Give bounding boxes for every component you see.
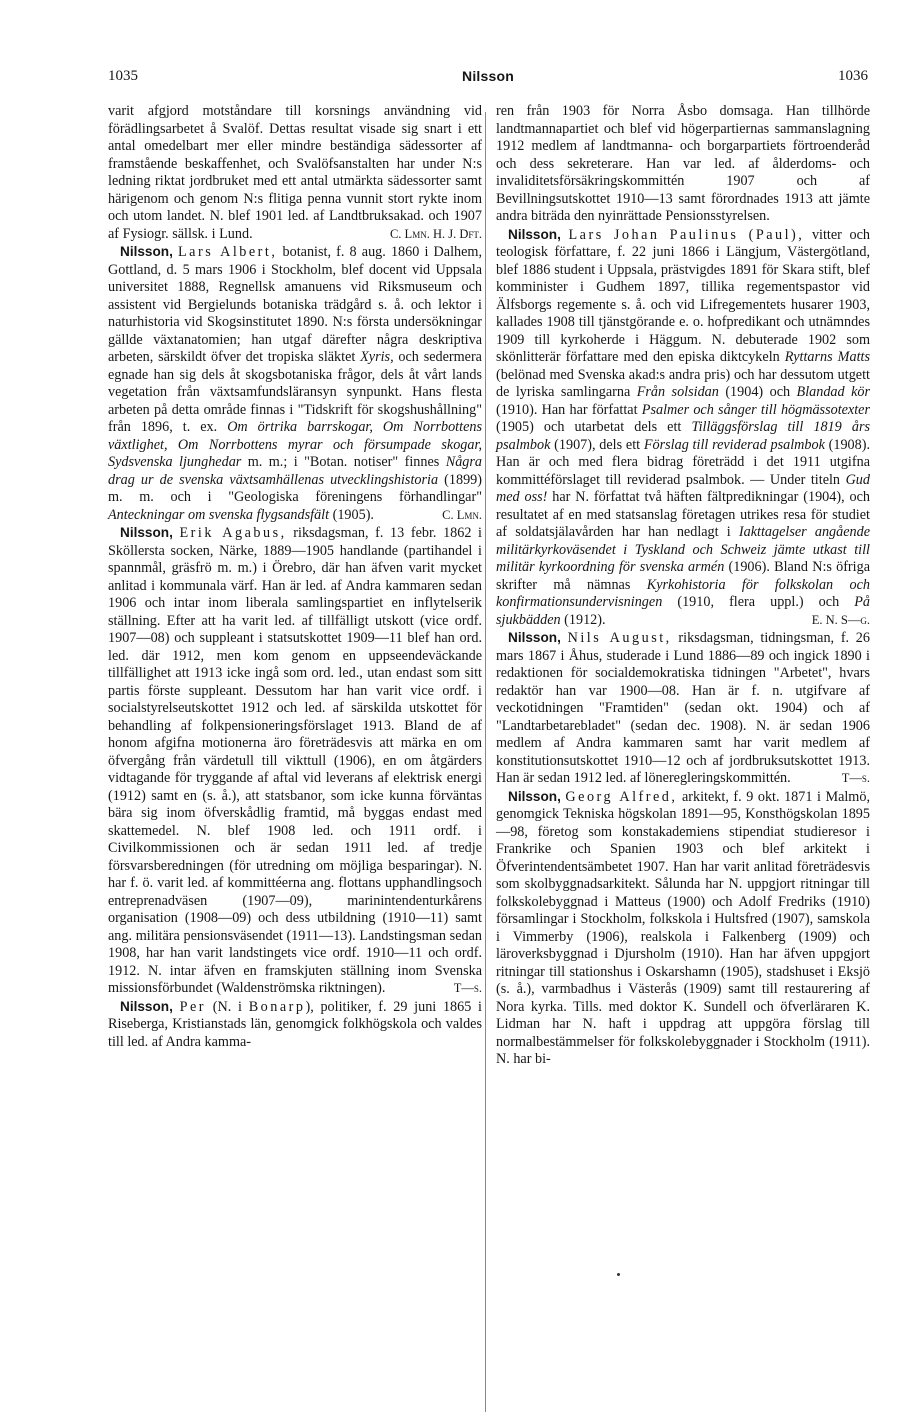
print-speck bbox=[617, 1273, 620, 1276]
entry-given-names: Per bbox=[179, 998, 207, 1015]
entry-paul-nilsson: Nilsson, Lars Johan Paulinus (Paul), vitter och teologisk författare, f. 22 juni 1866 i Längjum, Västergötland, blef 1886 student i Uppsala, prästvigdes 1891 för Skara stift, blef komminister i Gudhem 1897, tillika regementspastor vid Älfsborgs regemente s. å. och vid Lifregementets husarer 1903, kallades 1908 till tjänstgörande e. o. hofpredikant och utnämndes 1909 till kyrkoherde i Häggum. N. debuterade 1902 som skönlitterär författare med den episka diktcykeln Ryttarns Matts (belönad med Svenska akad:s andra pris) och har dessutom utgett de lyriska samlingarna Från solsidan (1904) och Blandad kör (1910). Han har författat Psalmer och sånger till högmässotexter (1905) och utarbetat dels ett Tilläggsförslag till 1819 års psalmbok (1907), dels ett Förslag till reviderad psalmbok (1908). Han är och med flera bidrag företrädd i det 1911 utgifna kommittéförslaget till reviderad psalmbok. — Under titeln Gud med oss! har N. författat två häften fältpredikningar (1904), och resultatet af en med statsanslag företagen utrikes resa för studiet af soldatsjälavården har han nedlagt i Iakttagelser angående militärkyrkoväsendet i Tyskland och Schweiz jämte utkast till militär kyrkoordning för svenska armén (1906). Bland N:s öfriga skrifter må nämnas Kyrkohistoria för folkskolan och konfirmationsundervisningen (1910, flera uppl.) och På sjukbädden (1912). E. N. S—g. bbox=[496, 226, 871, 628]
running-headword: Nilsson bbox=[462, 68, 514, 84]
author-signature: T—s. bbox=[453, 981, 482, 995]
entry-per-nilsson: Nilsson, Per (N. i Bonarp), politiker, f. 29 juni 1865 i Riseberga, Kristianstads län, genomgick folkhögskola och valdes till led. af Andra kamma- bbox=[108, 998, 483, 1050]
right-column bbox=[496, 103, 870, 1069]
entry-given-names: Lars Johan Paulinus (Paul), bbox=[568, 226, 805, 243]
author-signature: T—s. bbox=[841, 771, 870, 785]
column-divider bbox=[485, 112, 486, 1412]
entry-given-names: Erik Agabus, bbox=[179, 525, 287, 541]
entry-erik-agabus-nilsson: Nilsson, Erik Agabus, riksdagsman, f. 13 febr. 1862 i Sköllersta socken, Närke, 1889—1905 handlande (partihandel i spannmål, gräsfrö m. m.) i Örebro, där han äfven varit mycket anlitad i kommunala värf. Han är led. af Andra kammaren sedan 1906 och intar inom liberala samlingspartiet en inflytelserik ställning. Efter att ha varit led. af tillfälligt utskott (vice ordf. 1907—08) och suppleant i statsutskottet 1909—11 blef han ord. led. där 1912, men kom genom en uppseendeväckande tillfällighet att 1913 icke ingå som ord. led., utan endast som sitt partis förste suppleant. Dessutom har han varit vice ordf. i socialstyrelseutskottet 1912 och led. af särskilda utskottet för behandling af folkpensioneringsförslaget 1913. Bland de af honom afgifna motionerna äro företrädesvis att märka en om öfvergång från värdetull till vikttull (1906), en om åtgärders vidtagande för tryggande af aftal vid leverans af elektrisk energi (1912) samt en (s. å.), att statsbanor, som icke kunna förväntas bära sig inom öfverskådlig framtid, må byggas endast med skattemedel. N. blef 1908 led. och 1911 ordf. i Civilkommissionen och är sedan 1911 led. af tredje försvarsberedningen (för utredning om möjliga besparingar). N. har f. ö. varit led. af kommittéerna ang. flottans upphandlingsoch entreprenadväsen (1907—09), marinintendenturkårens organisation (1908—09) och dess utbildning (1910—11) samt ang. militära pensionsväsendet (1911—13). Landstingsman sedan 1908, har han varit landstingets vice ordf. 1910—11 och ordf. 1912. N. intar äfven en framskjuten ställning inom Svenska missionsförbundet (Waldenströmska riktningen). T—s. bbox=[108, 525, 482, 996]
author-signature: C. Lmn. H. J. Dft. bbox=[389, 226, 482, 241]
author-signature: C. Lmn. bbox=[442, 507, 482, 522]
entry-surname: Nilsson, bbox=[508, 630, 561, 645]
entry-given-names: Lars Albert, bbox=[178, 244, 278, 260]
entry-georg-alfred-nilsson: Nilsson, Georg Alfred, arkitekt, f. 9 okt. 1871 i Malmö, genomgick Tekniska högskolan 1891—95, Konsthögskolan 1895—98, företog som konstakademiens stipendiat studieresor i Frankrike och Spanien 1903 och blef arkitekt i Öfverintendentsämbetet 1907. Han har varit anlitad företrädesvis som skolbyggnadsarkitekt. Sålunda har N. uppgjort ritningar till folkskolebyggnad i Matteus (1900) och Adolf Fredriks (1910) församlingar i Stockholm, folkskola i Hultsfred (1907), samskola i Vimmerby (1906), realskola i Falkenberg (1909) och läroverksbyggnad i Djursholm (1910). Han har äfven uppgjort ritningar till stationshus i Oskarshamn (1905), stadshuset i Eksjö (s. å.), varmbadhus i Västerås (1909) samt till restaurering af Nora kyrka. Tills. med doktor K. Sundell och öfverläraren K. Lidman har N. haft i uppdrag att uppgöra förslag till normalbestämmelser för folkskolebyggnader i Stockholm (1911). N. har bi- bbox=[496, 788, 870, 1067]
page-number-right: 1036 bbox=[838, 68, 868, 84]
entry-nils-august-nilsson: Nilsson, Nils August, riksdagsman, tidningsman, f. 26 mars 1867 i Åhus, studerade i Lund 1886—89 och ingick 1890 i redaktionen för socialdemokratiska tidningen "Arbetet", hvars redaktör han var 1900—08. Han är f. n. utgifvare af veckotidningen "Framtiden" (sedan okt. 1904) och af "Landtarbetarebladet" (sedan dec. 1908). N. är sedan 1906 medlem af Andra kammaren samt har varit medlem af konstitutionsutskottet 1910—12 och af jordbruksutskottet 1913. Han är sedan 1912 led. af löneregleringskommittén. T—s. bbox=[496, 630, 870, 786]
author-signature: E. N. S—g. bbox=[811, 612, 870, 627]
entry-surname: Nilsson, bbox=[508, 226, 561, 242]
page-header bbox=[108, 68, 868, 90]
entry-given-names: Georg Alfred, bbox=[565, 788, 678, 805]
entry-surname: Nilsson, bbox=[120, 525, 173, 540]
entry-given-names: Nils August, bbox=[567, 630, 672, 646]
continued-entry: varit afgjord motståndare till korsnings användning vid förädlingsarbetet å Svalöf. Dettas resultat visade sig snart i ett antal omedelbart mer eller mindre beständiga sädessorter af framstående beskaffenhet, och Svalöfsanstalten har under N:s ledning riktat jordbruket med ett antal utmärkta sädessorter samt härigenom och genom N:s flitiga penna vunnit stort rykte inom och utom landet. N. blef 1901 led. af Landtbruksakad. och 1907 af Fysiogr. sällsk. i Lund. C. Lmn. H. J. Dft. bbox=[108, 103, 482, 242]
page-number-left: 1035 bbox=[108, 68, 138, 84]
entry-surname: Nilsson, bbox=[508, 788, 561, 804]
entry-surname: Nilsson, bbox=[120, 998, 173, 1014]
entry-lars-albert-nilsson: Nilsson, Lars Albert, botanist, f. 8 aug. 1860 i Dalhem, Gottland, d. 5 mars 1906 i Stockholm, blef docent vid Uppsala universitet 1888, Regnellsk amanuens vid Riksmuseum och assistent vid Bergielunds botaniska trädgård s. å. och lektor i naturhistoria vid Skogsinstitutet 1890. N:s första undersökningar gällde växtanatomien; han utgaf därefter några deskriptiva arbeten, särskildt öfver det tropiska släktet Xyris, och sedermera egnade han sig dels åt skogsbotaniska frågor, dels åt vårt lands vegetation från växtsamfundsläransyn synpunkt. Hans flesta arbeten på detta område finnas i "Tidskrift för skogshushållning" från 1896, t. ex. Om örtrika barrskogar, Om Norrbottens växtlighet, Om Norrbottens myrar och försumpade skogar, Sydsvenska ljunghedar m. m.; i "Botan. notiser" finnes Några drag ur de svenska växtsamhällenas utvecklingshistoria (1899) m. m. och i "Geologiska föreningens förhandlingar" Anteckningar om svenska flygsandsfält (1905). C. Lmn. bbox=[108, 244, 483, 523]
left-column bbox=[108, 103, 482, 1051]
continued-entry: ren från 1903 för Norra Åsbo domsaga. Han tillhörde landtmannapartiet och blef vid högerpartiernas sammanslagning 1912 medlem af landtmanna- och borgarpartiets förtroenderåd och dess sekreterare. Han var led. af ålderdoms- och invaliditetsförsäkringskommittén 1907 och af Bevillningsutskottet 1910—13 samt förordnades 1913 att jämte andra biträda den nyinrättade Pensionsstyrelsen. bbox=[496, 103, 870, 224]
entry-surname: Nilsson, bbox=[120, 244, 173, 259]
